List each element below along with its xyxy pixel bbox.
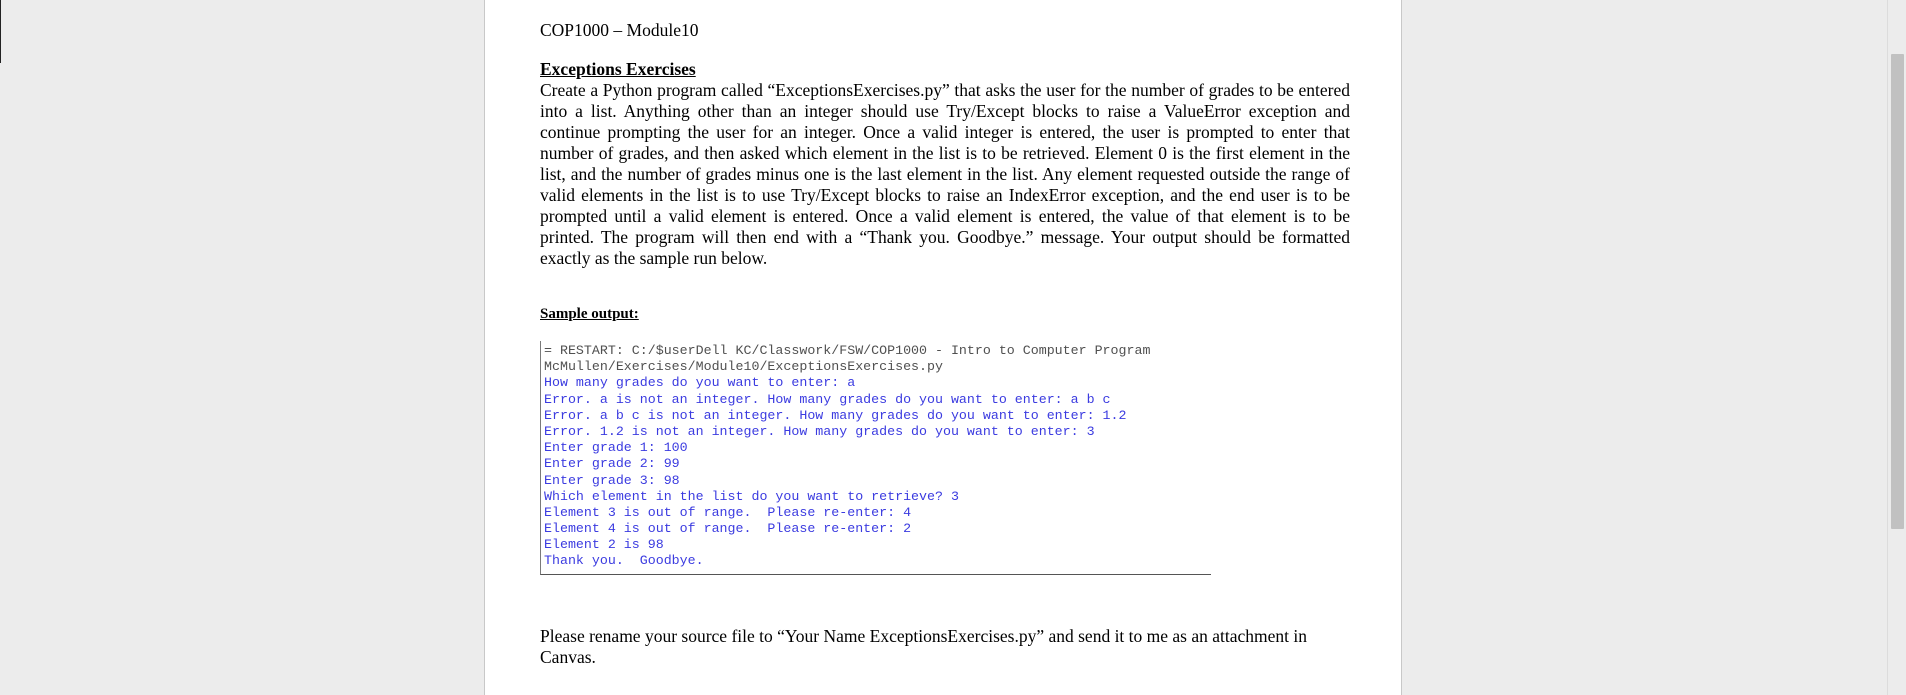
console-line: McMullen/Exercises/Module10/ExceptionsExercises.py — [544, 359, 943, 375]
sample-output-console — [540, 341, 1211, 575]
vertical-scrollbar[interactable] — [1887, 0, 1906, 695]
console-line: Error. a is not an integer. How many grades do you want to enter: a b c — [544, 391, 1111, 407]
closing-instructions: Please rename your source file to “Your Name ExceptionsExercises.py” and send it to me as an attachment in Canvas. — [540, 625, 1308, 667]
console-line: Error. 1.2 is not an integer. How many grades do you want to enter: 3 — [544, 423, 1095, 439]
console-line: Element 2 is 98 — [544, 537, 664, 553]
left-margin-area — [0, 0, 483, 695]
assignment-description: Create a Python program called “ExceptionsExercises.py” that asks the user for the number of grades to be entered into a list. Anything other than an integer should use Try/Except blocks to raise a ValueError exception and continue prompting the user for an integer. Once a valid integer is entered, the user is prompted to enter that number of grades, and then asked which element in the list is to be retrieved. Element 0 is the first element in the list, and the number of grades minus one is the last element in the list. Any element requested outside the range of valid elements in the list is to use Try/Except blocks to raise an IndexError exception, and the end user is to be prompted until a valid element is entered. Once a valid element is entered, the value of that element is to be printed. The program will then end with a “Thank you. Goodbye.” message. Your output should be formatted exactly as the sample run below. — [540, 80, 1350, 268]
console-line: Element 3 is out of range. Please re-enter: 4 — [544, 504, 912, 520]
console-line: How many grades do you want to enter: a — [544, 375, 856, 391]
console-line: = RESTART: C:/$userDell KC/Classwork/FSW/COP1000 - Intro to Computer Program — [544, 343, 1151, 358]
console-line: Element 4 is out of range. Please re-enter: 2 — [544, 521, 912, 537]
document-header: COP1000 – Module10 — [540, 20, 699, 40]
document-page — [484, 0, 1402, 695]
console-line: Enter grade 1: 100 — [544, 440, 688, 456]
section-title: Exceptions Exercises — [540, 59, 696, 79]
console-line: Enter grade 2: 99 — [544, 456, 680, 472]
console-line: Enter grade 3: 98 — [544, 472, 680, 488]
sample-output-title: Sample output: — [540, 306, 639, 322]
page-content — [540, 20, 1360, 668]
scrollbar-thumb[interactable] — [1891, 54, 1904, 529]
window-edge — [0, 0, 1, 63]
console-line: Error. a b c is not an integer. How many grades do you want to enter: 1.2 — [544, 407, 1127, 423]
console-line: Thank you. Goodbye. — [544, 553, 704, 569]
console-line: Which element in the list do you want to retrieve? 3 — [544, 488, 959, 504]
